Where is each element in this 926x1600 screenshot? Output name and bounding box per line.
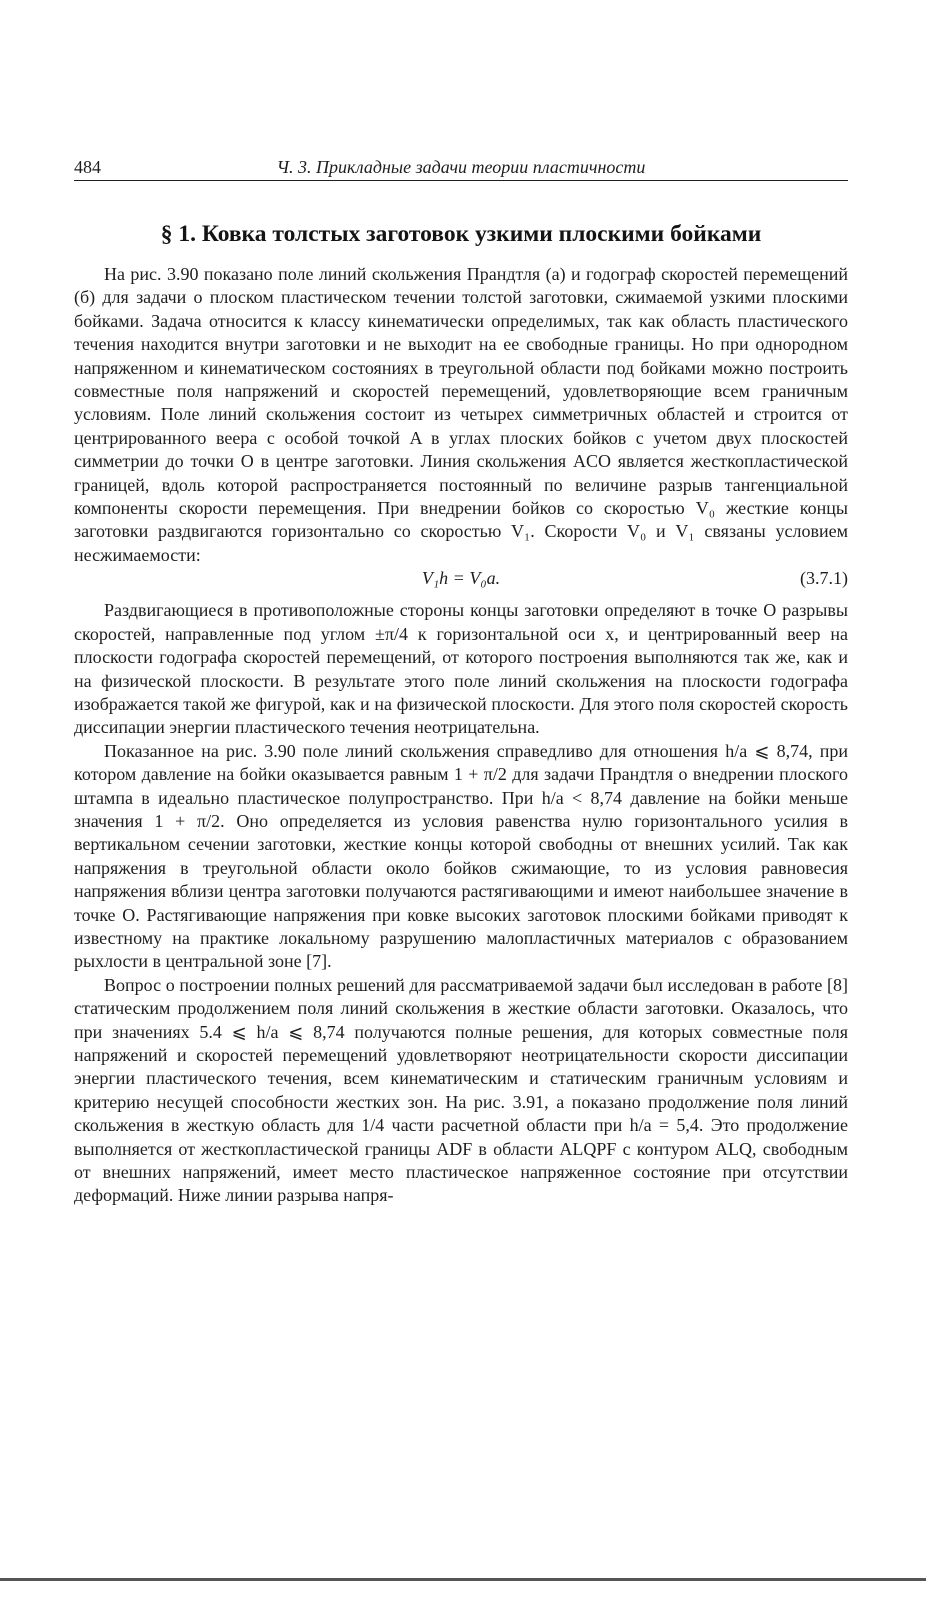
equation-number: (3.7.1) (800, 568, 848, 589)
section-title: § 1. Ковка толстых заготовок узкими плоскими бойками (160, 221, 762, 247)
paragraph-4: Вопрос о построении полных решений для рассматриваемой задачи был исследован в работе [8] статическим продолжением поля линий скольжения в жесткие области заготовки. Оказалось, что при значениях 5.4 ⩽ h/a ⩽ 8,74 получаются полные решения, для которых совместные поля напряжений и скоростей перемещений удовлетворяют неотрицательности скорости диссипации энергии пластического течения, всем кинематическим и статическим граничным условиям и критерию несущей способности жестких зон. На рис. 3.91, а показано продолжение поля линий скольжения в жесткую область для 1/4 части расчетной области при h/a = 5,4. Это продолжение выполняется от жесткопластической границы ADF в области ALQPF с контуром ALQ, свободным от внешних напряжений, имеет место пластическое напряженное состояние при отсутствии деформаций. Ниже линии разрыва напря- (74, 974, 848, 1206)
paragraph-1: На рис. 3.90 показано поле линий скольжения Прандтля (а) и годограф скоростей перемещений (б) для задачи о плоском пластическом течении толстой заготовки, сжимаемой узкими плоскими бойками. Задача относится к классу кинематически определимых, так как область пластического течения находится внутри заготовки и не выходит на ее свободные границы. Но при однородном напряженном и кинематическом состояниях в треугольной области под бойками можно построить совместные поля напряжений и скоростей перемещений, удовлетворяющие всем граничным условиям. Поле линий скольжения состоит из четырех симметричных областей и строится от центрированного веера с особой точкой A в углах плоских бойков с учетом двух плоскостей симметрии до точки O в центре заготовки. Линия скольжения ACO является жесткопластической границей, вдоль которой распространяется постоянный по величине разрыв тангенциальной компоненты скорости перемещения. При внедрении бойков со скоростью V₀ жесткие концы заготовки раздвигаются горизонтально со скоростью V₁. Скорости V₀ и V₁ связаны условием несжимаемости: (74, 264, 848, 565)
paragraph-3: Показанное на рис. 3.90 поле линий скольжения справедливо для отношения h/a ⩽ 8,74, при котором давление на бойки оказывается равным 1 + π/2 для задачи Прандтля о внедрении плоского штампа в идеально пластическое полупространство. При h/a < 8,74 давление на бойки меньше значения 1 + π/2. Оно определяется из условия равенства нулю горизонтального усилия в вертикальном сечении заготовки, жесткие концы которой свободны от внешних усилий. Так как напряжения в треугольной области около бойков сжимающие, то из условия равновесия напряжения вблизи центра заготовки получаются растягивающими и имеют наибольшее значение в точке O. Растягивающие напряжения при ковке высоких заготовок плоскими бойками приводят к известному на практике локальному разрушению малопластичных материалов с образованием рыхлости в центральной зоне [7]. (74, 740, 848, 972)
equation (74, 567, 848, 593)
running-title: Ч. 3. Прикладные задачи теории пластичности (276, 157, 646, 177)
page-number: 484 (74, 157, 101, 177)
scan-bottom-edge (0, 1578, 926, 1581)
equation-formula: V₁h = V₀a. (421, 568, 501, 589)
page (74, 154, 848, 1208)
body-text (74, 263, 848, 1208)
running-header (74, 154, 848, 181)
paragraph-2: Раздвигающиеся в противоположные стороны концы заготовки определяют в точке O разрывы скоростей, направленные под углом ±π/4 к горизонтальной оси x, и центрированный веер на плоскости годографа скоростей перемещений, от которого построения выполняются так же, как и на физической плоскости. В результате этого поле линий скольжения на плоскости годографа изображается такой же фигурой, как и на физической плоскости. Для этого поля скоростей скорость диссипации энергии пластического течения неотрицательна. (74, 600, 848, 738)
